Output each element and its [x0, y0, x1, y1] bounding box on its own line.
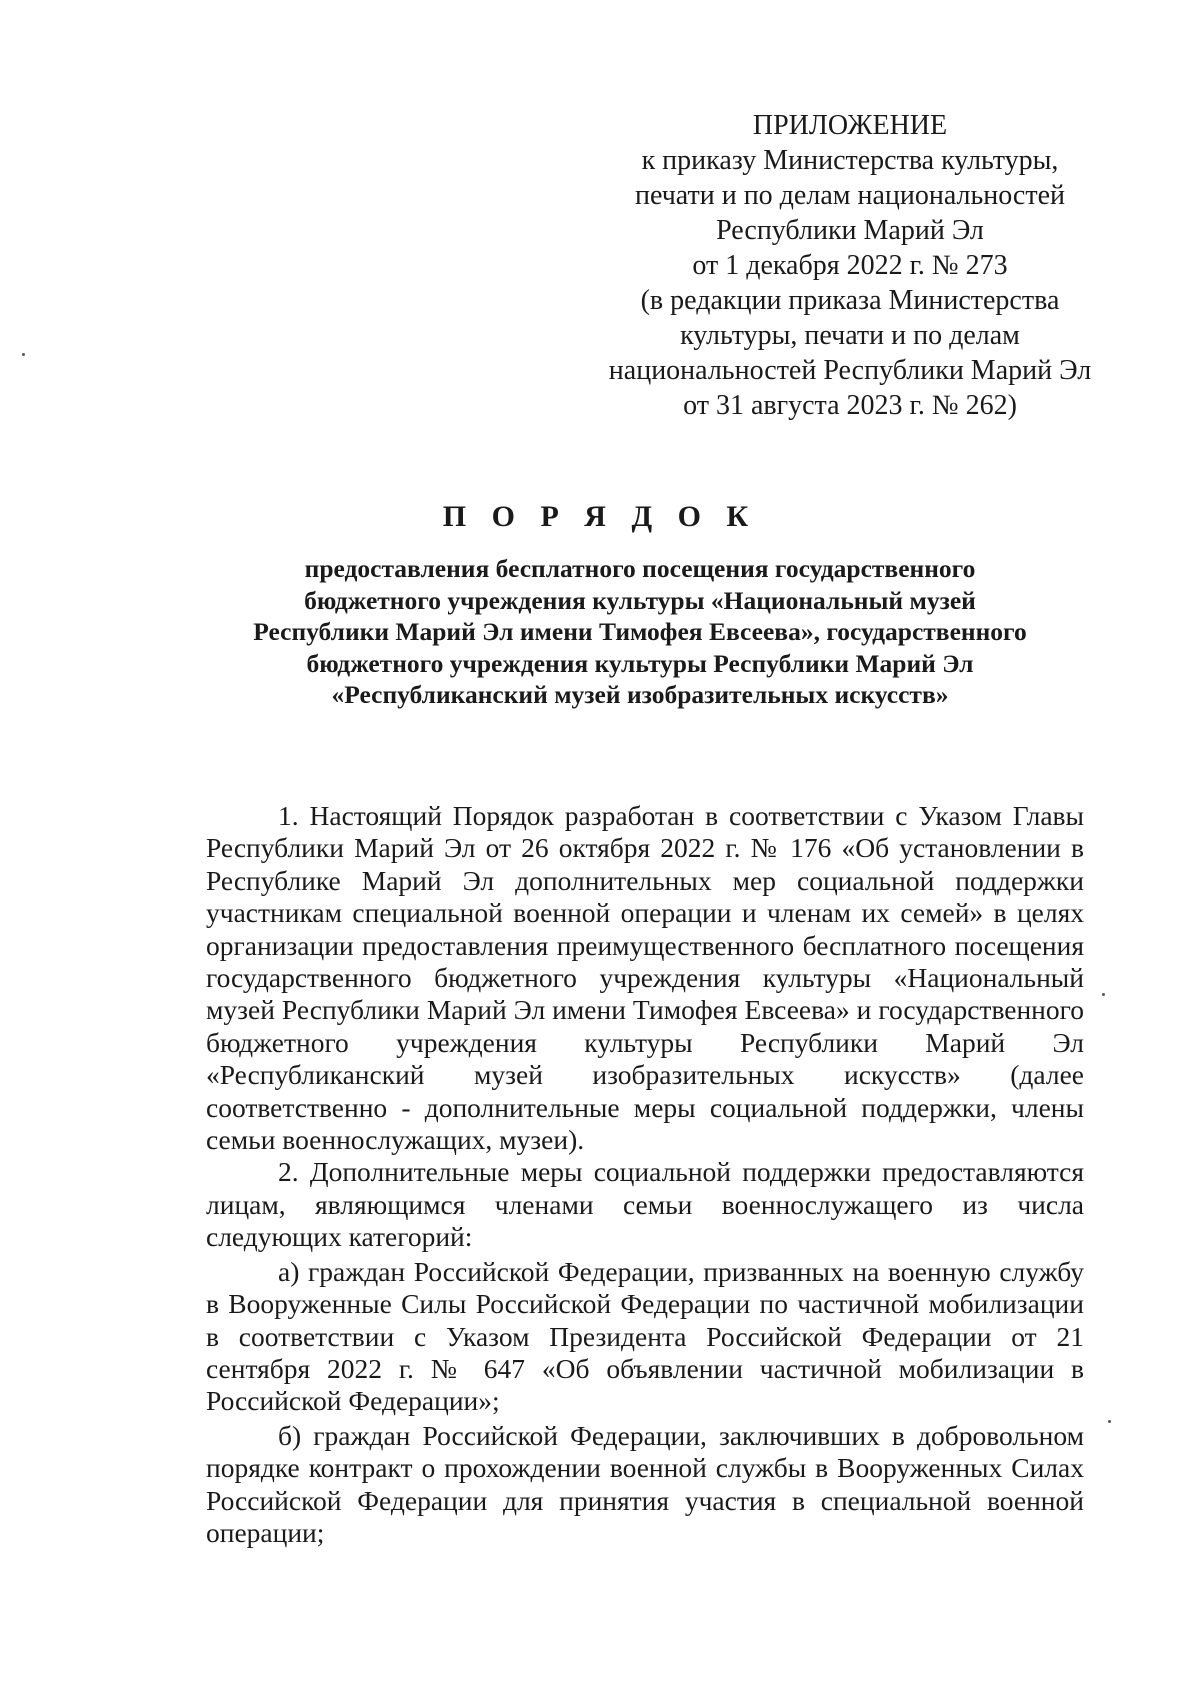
appendix-line: от 31 августа 2023 г. № 262): [683, 390, 1017, 421]
paragraph-2: 2. Дополнительные меры социальной поддержки предоставляются лицам, являющимся членами семьи военнослужащего из числа следующих категорий:: [206, 1156, 1084, 1253]
paragraph-1: 1. Настоящий Порядок разработан в соответствии с Указом Главы Республики Марий Эл от 26 октября 2022 г. № 176 «Об установлении в Республике Марий Эл дополнительных мер социальной поддержки участникам специальной военной операции и членам их семей» в целях организации предоставления преимущественного бесплатного посещения государственного бюджетного учреждения культуры «Национальный музей Республики Марий Эл имени Тимофея Евсеева» и государственного бюджетного учреждения культуры Республики Марий Эл «Республиканский музей изобразительных искусств» (далее соответственно - дополнительные меры социальной поддержки, члены семьи военнослужащих, музеи).: [206, 800, 1084, 1156]
subtitle-line: бюджетного учреждения культуры «Национальный музей: [304, 585, 976, 615]
scan-speck: [1108, 1420, 1111, 1423]
document-body: [206, 800, 1084, 1549]
paragraph-2a: а) граждан Российской Федерации, призванных на военную службу в Вооруженные Силы Российской Федерации по частичной мобилизации в соответствии с Указом Президента Российской Федерации от 21 сентября 2022 г. № 647 «Об объявлении частичной мобилизации в Российской Федерации»;: [206, 1255, 1084, 1417]
subtitle-line: предоставления бесплатного посещения государственного: [304, 554, 976, 583]
appendix-line: Республики Марий Эл: [716, 215, 984, 246]
appendix-line: (в редакции приказа Министерства: [640, 285, 1060, 316]
subtitle-line: Республики Марий Эл имени Тимофея Евсеева», государственного: [253, 617, 1027, 646]
appendix-line: к приказу Министерства культуры,: [641, 145, 1059, 176]
scan-speck: [1102, 993, 1105, 996]
document-title: П О Р Я Д О К: [442, 500, 758, 533]
appendix-line: культуры, печати и по делам: [680, 320, 1020, 351]
appendix-line: ПРИЛОЖЕНИЕ: [752, 110, 948, 141]
paragraph-2b: б) граждан Российской Федерации, заключивших в добровольном порядке контракт о прохождении военной службы в Вооруженных Силах Российской Федерации для принятия участия в специальной военной операции;: [206, 1419, 1084, 1548]
appendix-line: от 1 декабря 2022 г. № 273: [692, 250, 1008, 281]
subtitle-line: «Республиканский музей изобразительных искусств»: [331, 680, 949, 709]
scan-speck: [22, 353, 25, 356]
appendix-line: печати и по делам национальностей: [634, 180, 1066, 211]
document-subtitle: [190, 553, 1090, 711]
subtitle-line: бюджетного учреждения культуры Республики Марий Эл: [306, 648, 974, 678]
appendix-line: национальностей Республики Марий Эл: [608, 355, 1092, 386]
appendix-header: [590, 108, 1110, 423]
